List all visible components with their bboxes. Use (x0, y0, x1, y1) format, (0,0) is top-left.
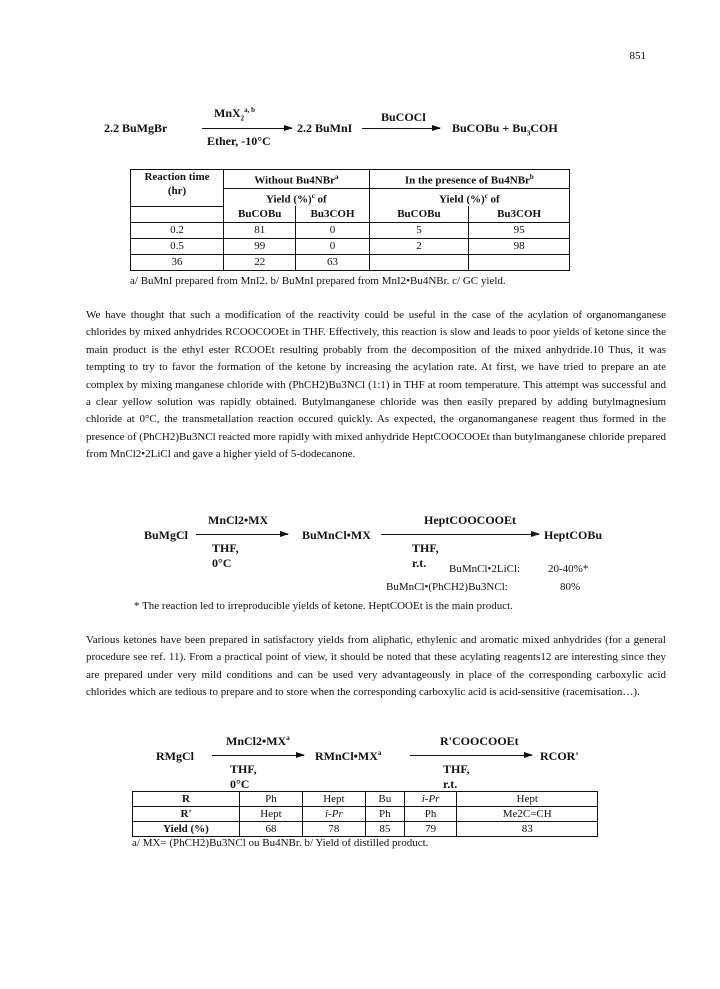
scheme2-entry-value: 80% (560, 581, 581, 593)
scheme3-reagent2: R'COOCOOEt (440, 734, 519, 748)
scheme3-arrow-2 (410, 755, 532, 756)
scheme2-intermediate: BuMnCl•MX (302, 528, 371, 542)
scheme2-arrow-1 (196, 534, 288, 535)
header-presence: In the presence of Bu4NBr$^b$ (369, 170, 569, 189)
scheme3-reagent1: $MnCl2•MX^a$ (226, 734, 290, 748)
scheme2-entry-label: BuMnCl•2LiCl: (449, 563, 521, 575)
table-row: 36 22 63 (131, 254, 570, 270)
table2-footnote: a/ MX= (PhCH2)Bu3NCl ou Bu4NBr. b/ Yield of distilled product. (132, 837, 429, 849)
table-row: R Ph Hept Bu i-Pr Hept (133, 792, 598, 807)
scheme2-entry-value: 20-40%* (548, 563, 589, 575)
scheme2-entry-label: BuMnCl•(PhCH2)Bu3NCl: (386, 581, 508, 593)
scheme2-reactant: BuMgCl (144, 528, 189, 542)
scheme3-arrow-1 (212, 755, 304, 756)
col-bu3coh-1: Bu3COH (296, 206, 369, 222)
paragraph-2: Various ketones have been prepared in satisfactory yields from aliphatic, ethylenic and aromatic mixed anhydrides (for a general procedure see ref. 11). From a practical point of view, it should be noted that these acylating reagents12 are interesting since they are prepared under very mild conditions and can be used very advantageously in place of the corresponding carboxylic acid chlorides which are tedious to prepare and to store when the corresponding carboxylic acid is acid-sensitive (racemisation…). (86, 634, 666, 699)
scheme1-arrow-1 (202, 128, 292, 129)
paragraph-1: We have thought that such a modification of the reactivity could be useful in the case of the acylation of organomanganese chlorides by mixed anhydrides RCOOCOOEt in THF. Effectively, this reaction is slow and leads to poor yields of ketone since the main product is the ethyl ester RCOOEt resulting probably from the decomposition of the mixed anhydride.10 Thus, it was tempting to try to favor the formation of the ketone by increasing the acylation rate. At first, we have tried to prepare an ate complex by mixing manganese chloride with (PhCH2)Bu3NCl (1:1) in THF at room temperature. This attempt was successful and a clear yellow solution was rapidly obtained. Butylmanganese chloride was then easily prepared by adding butylmagnesium chloride at 0°C, the transmetallation reaction occured quickly. As expected, the organomanganese reagent thus formed in the presence of (PhCH2)Bu3NCl reacted more rapidly with mixed anhydride HeptCOOCOOEt than butylmanganese chloride prepared from MnCl2•2LiCl and gave a higher yield of 5-dodecanone. (86, 309, 666, 461)
scheme3-product: RCOR' (540, 749, 579, 763)
scheme1-arrow-2 (362, 128, 440, 129)
scheme1-reagent2: BuCOCl (381, 110, 426, 124)
table-row: 0.5 99 0 2 98 (131, 238, 570, 254)
scheme1-conditions1: Ether, -10°C (207, 134, 271, 148)
page-number: 851 (629, 50, 646, 62)
scheme1-intermediate: 2.2 BuMnI (297, 121, 353, 135)
scheme2-reagent1: MnCl2•MX (208, 513, 269, 527)
scheme2-conditions1: THF, 0°C (212, 541, 239, 570)
scheme1-products: BuCOBu + $Bu_3COH$ (452, 121, 558, 138)
table-ketone-yields (132, 791, 598, 837)
scheme1-reagent1: MnX$_2^{a, b}$ (214, 106, 256, 123)
table-row: R' Hept i-Pr Ph Ph Me2C=CH (133, 807, 598, 822)
scheme2-conditions2: THF, r.t. (412, 541, 439, 570)
scheme2-footnote: * The reaction led to irreproducible yields of ketone. HeptCOOEt is the main product. (134, 600, 513, 612)
header-yield-without: Yield (%)$^c$ of (224, 188, 370, 206)
table-row: Yield (%) 68 78 85 79 83 (133, 822, 598, 837)
scheme2-product: HeptCOBu (544, 528, 603, 542)
scheme1-reactant: 2.2 BuMgBr (104, 121, 168, 135)
col-bucobu-1: BuCOBu (224, 206, 296, 222)
table-row: 0.2 81 0 5 95 (131, 222, 570, 238)
scheme3-reactant: RMgCl (156, 749, 194, 763)
table1-footnote: a/ BuMnI prepared from MnI2. b/ BuMnI prepared from MnI2•Bu4NBr. c/ GC yield. (130, 275, 506, 287)
scheme3-conditions2: THF, r.t. (443, 762, 470, 791)
scheme2-arrow-2 (381, 534, 539, 535)
col-bucobu-2: BuCOBu (369, 206, 469, 222)
header-without: Without Bu4NBr$^a$ (224, 170, 370, 189)
header-yield-presence: Yield (%)$^c$ of (369, 188, 569, 206)
scheme3-conditions1: THF, 0°C (230, 762, 257, 791)
col-bu3coh-2: Bu3COH (469, 206, 570, 222)
table-reaction-yields (130, 169, 570, 271)
header-reaction-time: Reaction time (hr) (131, 170, 224, 207)
scheme3-intermediate: $RMnCl•MX^a$ (315, 749, 382, 763)
scheme2-reagent2: HeptCOOCOOEt (424, 513, 516, 527)
